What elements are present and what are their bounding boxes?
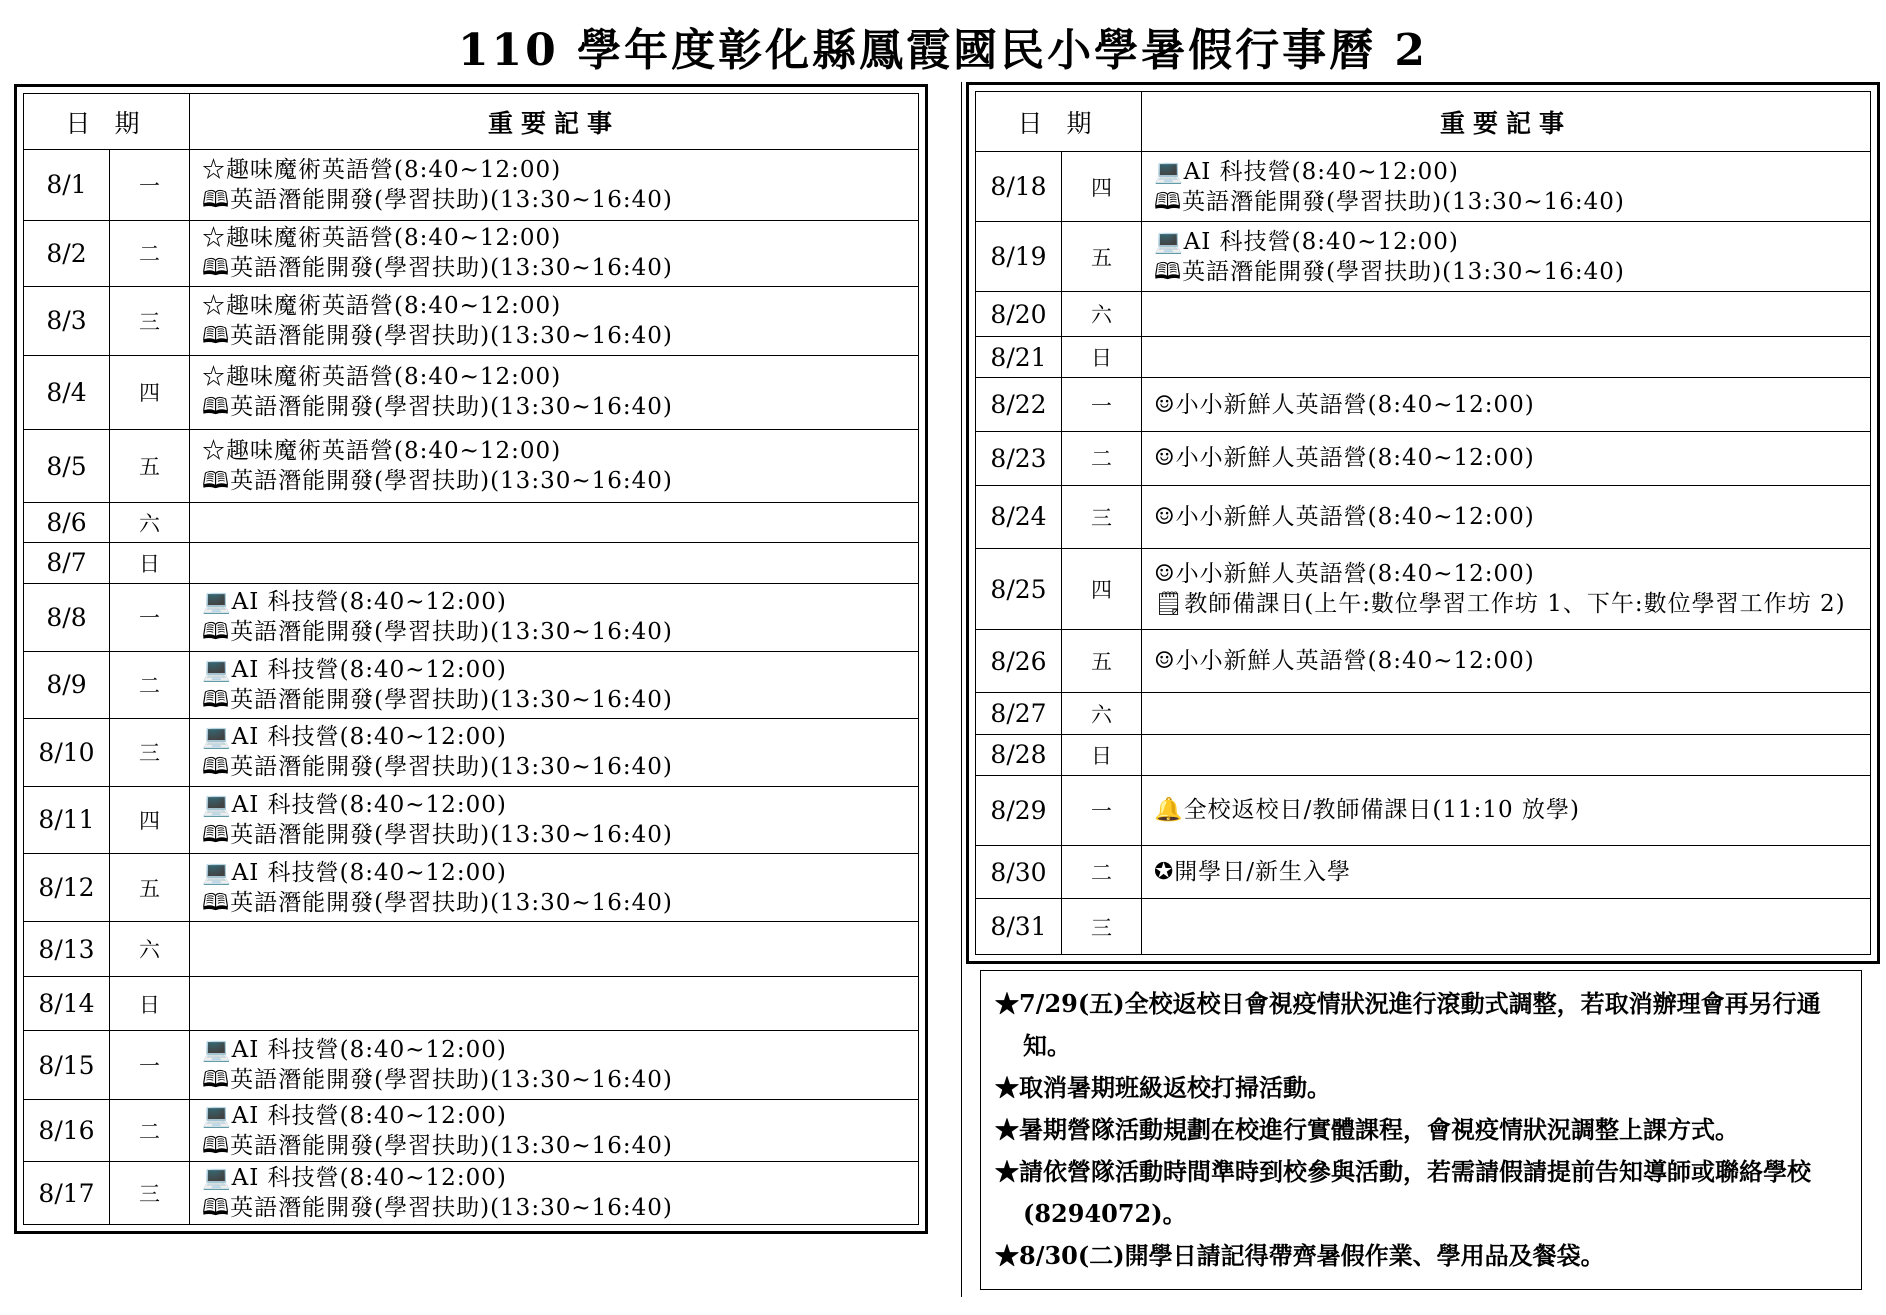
weekday-cell: 四	[110, 787, 190, 854]
weekday-cell: 三	[110, 287, 190, 356]
event-line: 🕮英語潛能開發(學習扶助)(13:30~16:40)	[202, 754, 673, 781]
event-line: 💻AI 科技營(8:40~12:00)	[1154, 158, 1459, 185]
event-line: 🕮英語潛能開發(學習扶助)(13:30~16:40)	[202, 889, 673, 916]
date-cell: 8/15	[24, 1031, 110, 1100]
date-cell: 8/24	[976, 485, 1062, 549]
calendar-row	[976, 693, 1871, 734]
calendar-row	[24, 543, 919, 583]
date-cell: 8/25	[976, 549, 1062, 629]
date-cell: 8/28	[976, 734, 1062, 775]
notes-box	[980, 970, 1862, 1290]
calendar-row	[24, 652, 919, 719]
note-item: ★請依營隊活動時間準時到校參與活動，若需請假請提前告知導師或聯絡學校(8294072)。	[995, 1157, 1811, 1228]
event-line: 🕮英語潛能開發(學習扶助)(13:30~16:40)	[202, 186, 673, 213]
weekday-cell: 六	[1062, 693, 1142, 734]
event-line: 🗒教師備課日(上午:數位學習工作坊 1、下午:數位學習工作坊 2)	[1154, 591, 1846, 617]
events-cell	[1142, 292, 1871, 337]
events-cell	[1142, 337, 1871, 378]
event-line: 🕮英語潛能開發(學習扶助)(13:30~16:40)	[202, 394, 673, 421]
events-cell	[190, 976, 919, 1030]
weekday-cell: 五	[110, 853, 190, 922]
events-cell	[190, 430, 919, 503]
weekday-cell: 二	[110, 220, 190, 287]
calendar-table-right	[966, 82, 1880, 964]
event-line: 💻AI 科技營(8:40~12:00)	[202, 859, 507, 886]
weekday-cell: 二	[110, 1099, 190, 1162]
weekday-cell: 一	[1062, 775, 1142, 845]
header-date: 日 期	[976, 92, 1142, 152]
date-cell: 8/30	[976, 845, 1062, 899]
weekday-cell: 日	[1062, 337, 1142, 378]
event-line: ☆趣味魔術英語營(8:40~12:00)	[202, 225, 562, 252]
event-line: 💻AI 科技營(8:40~12:00)	[202, 1037, 507, 1064]
weekday-cell: 日	[1062, 734, 1142, 775]
weekday-cell: 六	[110, 502, 190, 542]
event-line: ☺小小新鮮人英語營(8:40~12:00)	[1154, 503, 1535, 530]
events-cell	[1142, 432, 1871, 486]
date-cell: 8/21	[976, 337, 1062, 378]
calendar-row	[976, 378, 1871, 432]
event-line: 🕮英語潛能開發(學習扶助)(13:30~16:40)	[202, 821, 673, 848]
date-cell: 8/3	[24, 287, 110, 356]
note-item: ★暑期營隊活動規劃在校進行實體課程，會視疫情狀況調整上課方式。	[995, 1115, 1739, 1144]
events-cell	[190, 583, 919, 652]
weekday-cell: 三	[110, 1162, 190, 1225]
event-line: 🕮英語潛能開發(學習扶助)(13:30~16:40)	[1154, 188, 1625, 215]
date-cell: 8/14	[24, 976, 110, 1030]
events-cell	[1142, 629, 1871, 693]
calendar-row	[24, 976, 919, 1030]
date-cell: 8/23	[976, 432, 1062, 486]
date-cell: 8/16	[24, 1099, 110, 1162]
calendar-row	[24, 787, 919, 854]
event-line: 💻AI 科技營(8:40~12:00)	[202, 656, 507, 683]
weekday-cell: 四	[1062, 152, 1142, 222]
event-line: 💻AI 科技營(8:40~12:00)	[202, 1165, 507, 1192]
column-divider	[961, 82, 962, 1297]
events-cell	[190, 1031, 919, 1100]
calendar-row	[976, 845, 1871, 899]
calendar-row	[24, 1162, 919, 1225]
date-cell: 8/22	[976, 378, 1062, 432]
weekday-cell: 日	[110, 976, 190, 1030]
calendar-row	[976, 292, 1871, 337]
date-cell: 8/13	[24, 922, 110, 976]
calendar-row	[24, 150, 919, 221]
calendar-row	[24, 502, 919, 542]
weekday-cell: 六	[1062, 292, 1142, 337]
calendar-row	[976, 629, 1871, 693]
event-line: 💻AI 科技營(8:40~12:00)	[202, 724, 507, 751]
calendar-row	[976, 222, 1871, 292]
header-date: 日 期	[24, 94, 190, 150]
date-cell: 8/11	[24, 787, 110, 854]
event-line: ☺小小新鮮人英語營(8:40~12:00)	[1154, 391, 1535, 418]
note-item: ★8/30(二)開學日請記得帶齊暑假作業、學用品及餐袋。	[995, 1241, 1605, 1270]
date-cell: 8/2	[24, 220, 110, 287]
event-line: 🕮英語潛能開發(學習扶助)(13:30~16:40)	[202, 468, 673, 495]
weekday-cell: 五	[1062, 222, 1142, 292]
events-cell	[190, 652, 919, 719]
events-cell	[190, 1099, 919, 1162]
events-cell	[190, 853, 919, 922]
calendar-row	[976, 775, 1871, 845]
events-cell	[1142, 222, 1871, 292]
calendar-row	[24, 355, 919, 430]
calendar-row	[24, 430, 919, 503]
calendar-row	[976, 432, 1871, 486]
weekday-cell: 二	[1062, 845, 1142, 899]
weekday-cell: 一	[110, 583, 190, 652]
calendar-row	[24, 718, 919, 787]
date-cell: 8/8	[24, 583, 110, 652]
events-cell	[1142, 845, 1871, 899]
event-line: 💻AI 科技營(8:40~12:00)	[1154, 228, 1459, 255]
events-cell	[190, 787, 919, 854]
header-events: 重要記事	[190, 94, 919, 150]
event-line: ☺小小新鮮人英語營(8:40~12:00)	[1154, 445, 1535, 472]
event-line: 🕮英語潛能開發(學習扶助)(13:30~16:40)	[202, 1067, 673, 1094]
calendar-row	[976, 549, 1871, 629]
calendar-row	[976, 337, 1871, 378]
weekday-cell: 二	[110, 652, 190, 719]
header-events: 重要記事	[1142, 92, 1871, 152]
events-cell	[1142, 549, 1871, 629]
weekday-cell: 四	[110, 355, 190, 430]
weekday-cell: 三	[1062, 485, 1142, 549]
note-item: ★7/29(五)全校返校日會視疫情狀況進行滾動式調整，若取消辦理會再另行通知。	[995, 989, 1821, 1060]
events-cell	[1142, 378, 1871, 432]
calendar-row	[976, 734, 1871, 775]
weekday-cell: 日	[110, 543, 190, 583]
events-cell	[1142, 899, 1871, 955]
date-cell: 8/12	[24, 853, 110, 922]
date-cell: 8/26	[976, 629, 1062, 693]
event-line: 💻AI 科技營(8:40~12:00)	[202, 589, 507, 616]
events-cell	[190, 355, 919, 430]
weekday-cell: 一	[110, 1031, 190, 1100]
events-cell	[1142, 734, 1871, 775]
event-line: 🕮英語潛能開發(學習扶助)(13:30~16:40)	[202, 1132, 673, 1159]
calendar-row	[24, 1031, 919, 1100]
events-cell	[1142, 693, 1871, 734]
calendar-row	[24, 853, 919, 922]
weekday-cell: 二	[1062, 432, 1142, 486]
date-cell: 8/10	[24, 718, 110, 787]
weekday-cell: 五	[1062, 629, 1142, 693]
calendar-row	[24, 583, 919, 652]
weekday-cell: 一	[1062, 378, 1142, 432]
events-cell	[190, 543, 919, 583]
calendar-table-left	[14, 84, 928, 1234]
event-line: ☆趣味魔術英語營(8:40~12:00)	[202, 156, 562, 183]
event-line: 💻AI 科技營(8:40~12:00)	[202, 791, 507, 818]
events-cell	[190, 718, 919, 787]
note-item: ★取消暑期班級返校打掃活動。	[995, 1073, 1331, 1102]
events-cell	[1142, 152, 1871, 222]
calendar-row	[976, 152, 1871, 222]
calendar-row	[24, 1099, 919, 1162]
weekday-cell: 一	[110, 150, 190, 221]
event-line: ✪開學日/新生入學	[1154, 859, 1352, 886]
events-cell	[1142, 485, 1871, 549]
event-line: 🕮英語潛能開發(學習扶助)(13:30~16:40)	[1154, 258, 1625, 285]
event-line: ☆趣味魔術英語營(8:40~12:00)	[202, 292, 562, 319]
event-line: 🕮英語潛能開發(學習扶助)(13:30~16:40)	[202, 1195, 673, 1222]
weekday-cell: 五	[110, 430, 190, 503]
events-cell	[190, 922, 919, 976]
event-line: ☆趣味魔術英語營(8:40~12:00)	[202, 364, 562, 391]
event-line: 🔔全校返校日/教師備課日(11:10 放學)	[1154, 797, 1580, 824]
weekday-cell: 四	[1062, 549, 1142, 629]
events-cell	[190, 287, 919, 356]
date-cell: 8/4	[24, 355, 110, 430]
calendar-row	[976, 899, 1871, 955]
date-cell: 8/17	[24, 1162, 110, 1225]
weekday-cell: 三	[110, 718, 190, 787]
date-cell: 8/6	[24, 502, 110, 542]
events-cell	[190, 1162, 919, 1225]
events-cell	[190, 502, 919, 542]
date-cell: 8/19	[976, 222, 1062, 292]
calendar-row	[24, 922, 919, 976]
date-cell: 8/31	[976, 899, 1062, 955]
event-line: 🕮英語潛能開發(學習扶助)(13:30~16:40)	[202, 619, 673, 646]
events-cell	[1142, 775, 1871, 845]
event-line: 🕮英語潛能開發(學習扶助)(13:30~16:40)	[202, 255, 673, 282]
date-cell: 8/29	[976, 775, 1062, 845]
events-cell	[190, 150, 919, 221]
date-cell: 8/27	[976, 693, 1062, 734]
event-line: ☺小小新鮮人英語營(8:40~12:00)	[1154, 648, 1535, 675]
calendar-row	[24, 287, 919, 356]
date-cell: 8/18	[976, 152, 1062, 222]
page-title: 110 學年度彰化縣鳳霞國民小學暑假行事曆 2	[457, 25, 1429, 76]
event-line: 💻AI 科技營(8:40~12:00)	[202, 1102, 507, 1129]
events-cell	[190, 220, 919, 287]
weekday-cell: 六	[110, 922, 190, 976]
date-cell: 8/20	[976, 292, 1062, 337]
date-cell: 8/9	[24, 652, 110, 719]
calendar-row	[24, 220, 919, 287]
weekday-cell: 三	[1062, 899, 1142, 955]
date-cell: 8/1	[24, 150, 110, 221]
date-cell: 8/7	[24, 543, 110, 583]
event-line: 🕮英語潛能開發(學習扶助)(13:30~16:40)	[202, 686, 673, 713]
event-line: ☆趣味魔術英語營(8:40~12:00)	[202, 438, 562, 465]
date-cell: 8/5	[24, 430, 110, 503]
event-line: ☺小小新鮮人英語營(8:40~12:00)	[1154, 561, 1535, 587]
event-line: 🕮英語潛能開發(學習扶助)(13:30~16:40)	[202, 322, 673, 349]
calendar-row	[976, 485, 1871, 549]
